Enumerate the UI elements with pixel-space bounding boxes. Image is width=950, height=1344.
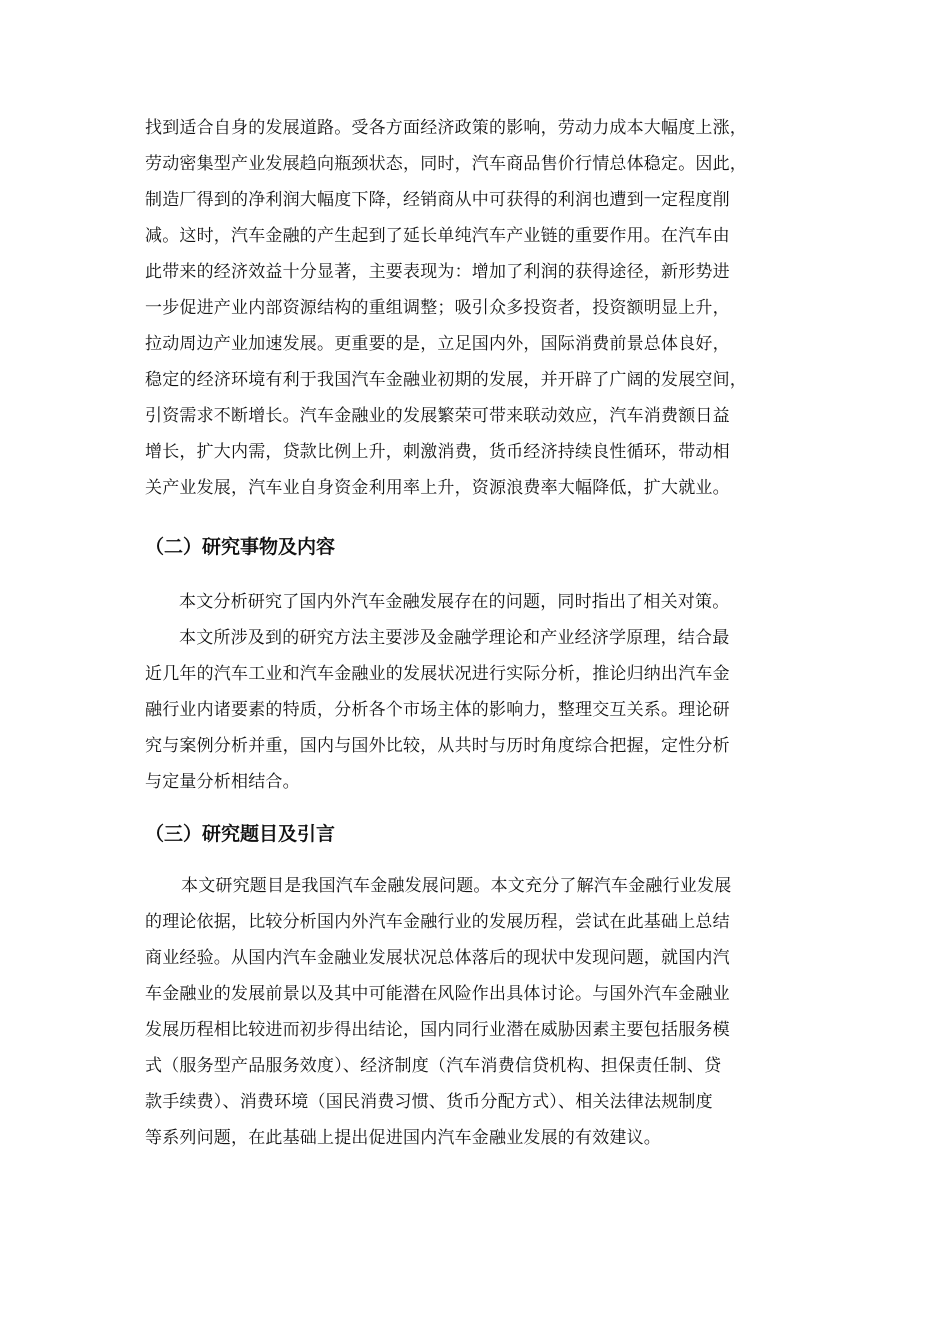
text-line: 近几年的汽车工业和汽车金融业的发展状况进行实际分析，推论归纳出汽车金 xyxy=(145,664,730,684)
section-heading-3: （三）研究题目及引言 xyxy=(145,823,336,845)
text-line: 款手续费）、消费环境（国民消费习惯、货币分配方式）、相关法律法规制度 xyxy=(145,1092,713,1112)
text-line: 与定量分析相结合。 xyxy=(145,772,300,792)
text-line: 关产业发展，汽车业自身资金利用率上升，资源浪费率大幅降低，扩大就业。 xyxy=(145,478,730,498)
text-line: 发展历程相比较进而初步得出结论，国内同行业潜在威胁因素主要包括服务模 xyxy=(145,1020,730,1040)
section-heading-2: （二）研究事物及内容 xyxy=(145,536,336,558)
text-line: 一步促进产业内部资源结构的重组调整；吸引众多投资者，投资额明显上升， xyxy=(145,298,730,318)
text-line: 劳动密集型产业发展趋向瓶颈状态，同时，汽车商品售价行情总体稳定。因此， xyxy=(145,154,747,174)
text-line: 商业经验。从国内汽车金融业发展状况总体落后的现状中发现问题，就国内汽 xyxy=(145,948,730,968)
text-line: 本文所涉及到的研究方法主要涉及金融学理论和产业经济学原理，结合最 xyxy=(179,628,730,648)
text-line: 拉动周边产业加速发展。更重要的是，立足国内外，国际消费前景总体良好， xyxy=(145,334,730,354)
text-line: 减。这时，汽车金融的产生起到了延长单纯汽车产业链的重要作用。在汽车由 xyxy=(145,226,730,246)
text-line: 找到适合自身的发展道路。受各方面经济政策的影响，劳动力成本大幅度上涨， xyxy=(145,118,747,138)
text-line: 制造厂得到的净利润大幅度下降，经销商从中可获得的利润也遭到一定程度削 xyxy=(145,190,730,210)
text-line: 增长，扩大内需，贷款比例上升，刺激消费，货币经济持续良性循环，带动相 xyxy=(145,442,730,462)
text-line: 的理论依据，比较分析国内外汽车金融行业的发展历程，尝试在此基础上总结 xyxy=(145,912,730,932)
text-line: 车金融业的发展前景以及其中可能潜在风险作出具体讨论。与国外汽车金融业 xyxy=(145,984,730,1004)
text-line: 等系列问题，在此基础上提出促进国内汽车金融业发展的有效建议。 xyxy=(145,1128,661,1148)
text-line: 引资需求不断增长。汽车金融业的发展繁荣可带来联动效应，汽车消费额日益 xyxy=(145,406,730,426)
text-line: 式（服务型产品服务效度）、经济制度（汽车消费信贷机构、担保责任制、贷 xyxy=(145,1056,722,1076)
text-line: 究与案例分析并重，国内与国外比较，从共时与历时角度综合把握，定性分析 xyxy=(145,736,730,756)
text-line: 融行业内诸要素的特质，分析各个市场主体的影响力，整理交互关系。理论研 xyxy=(145,700,730,720)
text-line: 稳定的经济环境有利于我国汽车金融业初期的发展，并开辟了广阔的发展空间， xyxy=(145,370,747,390)
text-line: 本文研究题目是我国汽车金融发展问题。本文充分了解汽车金融行业发展 xyxy=(181,876,732,896)
text-line: 本文分析研究了国内外汽车金融发展存在的问题，同时指出了相关对策。 xyxy=(179,592,730,612)
text-line: 此带来的经济效益十分显著，主要表现为：增加了利润的获得途径，新形势进 xyxy=(145,262,730,282)
